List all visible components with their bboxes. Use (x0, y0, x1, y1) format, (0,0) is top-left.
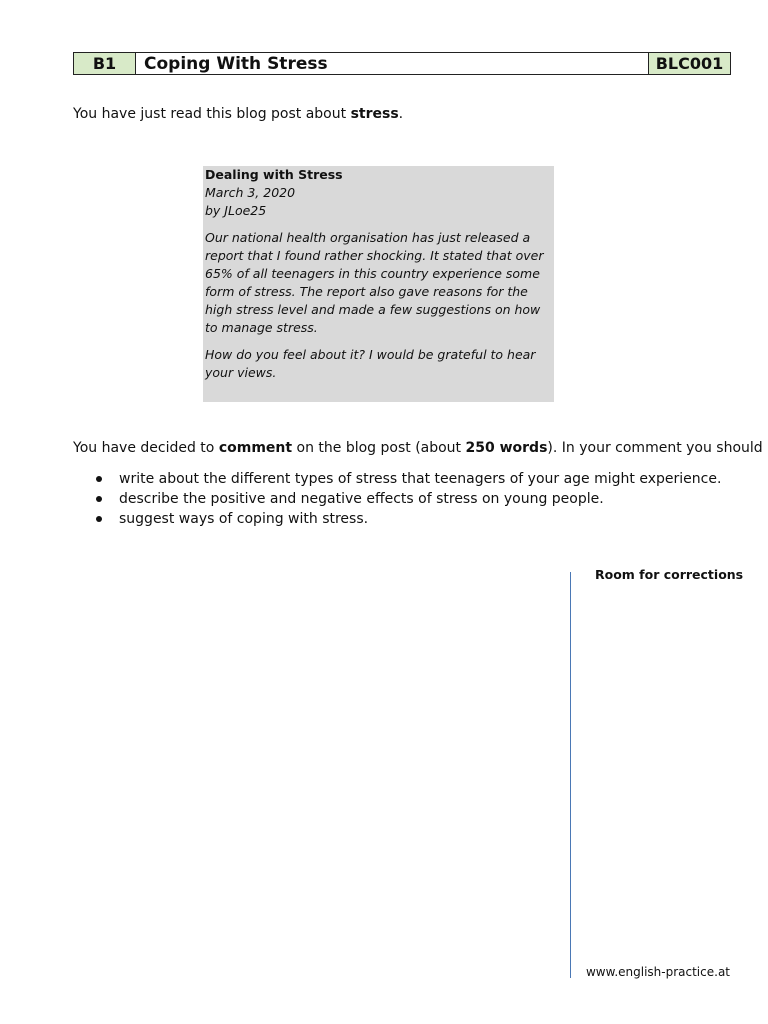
level-badge: B1 (74, 53, 136, 74)
title-bar (73, 52, 731, 75)
blog-paragraph: Our national health organisation has just released a report that I found rather shocking. It stated that over 65% of all teenagers in this country experience some form of stress. The report also gave reasons for the high stress level and made a few suggestions on how to manage stress. (205, 230, 544, 335)
intro-bold: stress (350, 106, 399, 122)
task-bullet-item (73, 489, 721, 509)
intro-before: You have just read this blog post about (73, 106, 351, 122)
bullet-text: write about the different types of stress that teenagers of your age might experience. (119, 471, 722, 487)
task-bold2: 250 words (465, 440, 548, 456)
worksheet-title: Coping With Stress (136, 53, 649, 74)
task-part2: on the blog post (about (292, 440, 466, 456)
bullet-icon (96, 496, 102, 502)
blog-paragraph: How do you feel about it? I would be grateful to hear your views. (205, 347, 536, 380)
task-instructions (73, 440, 763, 456)
blog-title: Dealing with Stress (205, 167, 343, 182)
task-bullet-list (73, 469, 721, 529)
blog-post-box (203, 166, 554, 402)
bullet-text: describe the positive and negative effects of stress on young people. (119, 491, 604, 507)
task-part3: ). In your comment you should (547, 440, 763, 456)
task-bullet-item (73, 509, 721, 529)
worksheet-code: BLC001 (649, 53, 730, 74)
footer-url: www.english-practice.at (585, 965, 730, 979)
blog-author: by JLoe25 (205, 203, 267, 218)
task-bullet-item (73, 469, 721, 489)
corrections-divider (570, 572, 571, 978)
bullet-icon (96, 476, 102, 482)
blog-date: March 3, 2020 (205, 185, 296, 200)
task-part1: You have decided to (73, 440, 219, 456)
intro-after: . (398, 106, 404, 122)
bullet-icon (96, 516, 102, 522)
bullet-text: suggest ways of coping with stress. (119, 511, 369, 527)
corrections-label: Room for corrections (595, 567, 744, 582)
intro-text (73, 106, 403, 122)
task-bold1: comment (218, 440, 293, 456)
